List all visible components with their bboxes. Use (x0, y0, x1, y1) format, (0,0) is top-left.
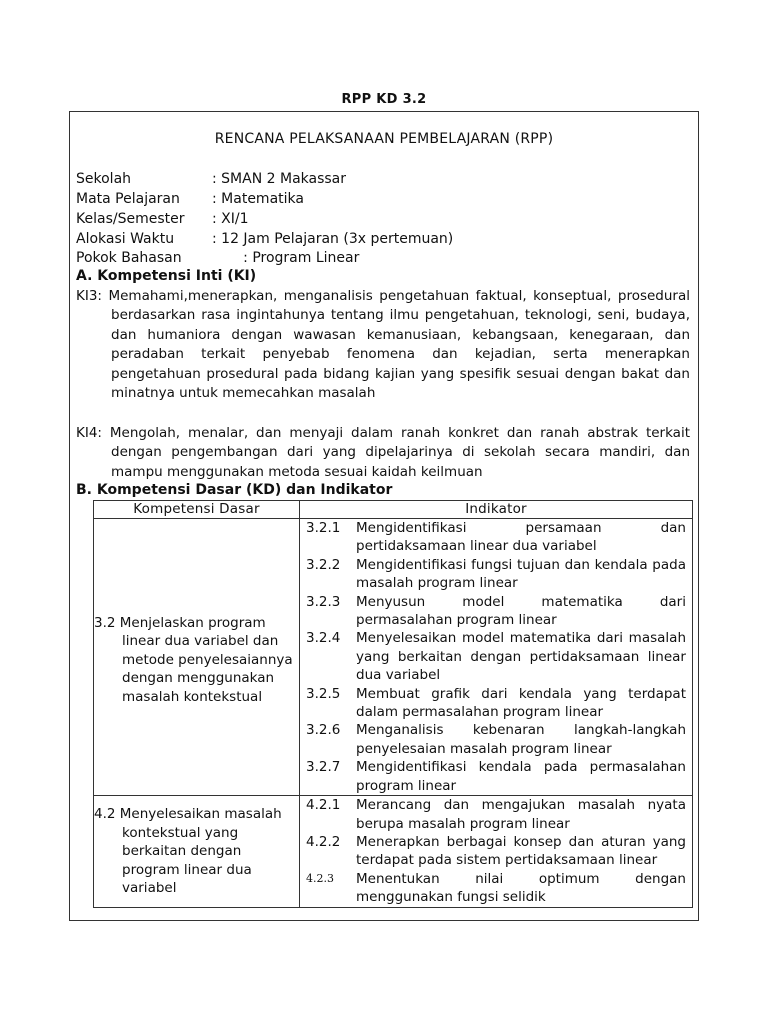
indicator-number: 3.2.7 (306, 759, 341, 776)
header-kd: Kompetensi Dasar (94, 501, 300, 519)
ki3-paragraph: KI3: Memahami,menerapkan, menganalisis pengetahuan faktual, konseptual, prosedural berdasarkan rasa ingintahunya tentang ilmu pengetahuan, teknologi, seni, budaya, dan humaniora dengan wawasan kemanusiaan, kebangsaan, kenegaraan, dan peradaban terkait penyebab fenomena dan kejadian, serta menerapkan pengetahuan prosedural pada bidang kajian yang spesifik sesuai dengan bakat dan minatnya untuk memecahkan masalah (76, 288, 690, 402)
indicator-text: Merancang dan mengajukan masalah nyata berupa masalah program linear (356, 797, 686, 832)
kd-text: 3.2 Menjelaskan program linear dua variabel dan metode penyelesaiannya dengan menggunakan masalah kontekstual (94, 615, 293, 705)
info-label: Sekolah (76, 171, 132, 187)
info-value: : XI/1 (212, 211, 249, 227)
indicator-number: 3.2.3 (306, 593, 341, 610)
indicator-text: Membuat grafik dari kendala yang terdapat dalam permasalahan program linear (356, 685, 686, 721)
indicator-number: 4.2.2 (306, 833, 341, 850)
indicator-number: 3.2.4 (306, 630, 341, 647)
table-row (94, 796, 693, 907)
info-row-class (76, 209, 249, 229)
list-item (300, 758, 692, 795)
page-title: RENCANA PELAKSANAAN PEMBELAJARAN (RPP) (214, 131, 554, 147)
indicator-text: Menganalisis kebenaran langkah-langkah penyelesaian masalah program linear (356, 722, 686, 757)
info-label: Alokasi Waktu (76, 231, 175, 247)
list-item (300, 796, 692, 833)
table-row (94, 519, 693, 796)
list-item (300, 721, 692, 758)
indicator-number: 3.2.6 (306, 722, 341, 739)
info-row-topic (76, 248, 359, 268)
list-item (300, 556, 692, 593)
list-item (300, 685, 692, 722)
section-b-heading: B. Kompetensi Dasar (KD) dan Indikator (76, 482, 393, 498)
info-label: Mata Pelajaran (76, 191, 180, 207)
info-value: : SMAN 2 Makassar (212, 171, 347, 187)
indicator-text: Menentukan nilai optimum dengan menggunakan fungsi selidik (356, 870, 686, 906)
indicator-text: Mengidentifikasi kendala pada permasalahan program linear (356, 759, 686, 794)
kd-indicator-table (93, 500, 693, 908)
indicator-number: 4.2.3 (306, 871, 334, 885)
info-value: : Program Linear (212, 250, 360, 266)
info-row-school (76, 169, 346, 189)
indicator-number: 4.2.1 (306, 797, 341, 814)
indicator-text: Menyusun model matematika dari permasalahan program linear (356, 593, 686, 629)
indicator-text: Menyelesaikan model matematika dari masalah yang berkaitan dengan pertidaksamaan linear dua variabel (356, 630, 686, 684)
indicator-number: 3.2.1 (306, 520, 341, 536)
indicator-cell (300, 519, 693, 796)
ki4-paragraph: KI4: Mengolah, menalar, dan menyaji dalam ranah konkret dan ranah abstrak terkait dengan pengembangan dari yang dipelajarinya di sekolah secara mandiri, dan mampu menggunakan metoda sesuai kaidah keilmuan (76, 425, 690, 480)
indicator-number: 3.2.5 (306, 685, 341, 702)
list-item (300, 519, 692, 556)
indicator-text: Mengidentifikasi persamaan dan pertidaksamaan linear dua variabel (356, 520, 686, 555)
info-label: Pokok Bahasan (76, 250, 182, 266)
indicator-text: Mengidentifikasi fungsi tujuan dan kendala pada masalah program linear (356, 556, 686, 592)
indicator-number: 3.2.2 (306, 556, 341, 573)
list-item (300, 629, 692, 684)
info-row-subject (76, 189, 304, 209)
info-value: : Matematika (212, 191, 304, 207)
kd-cell (94, 519, 300, 796)
table-header-row (94, 501, 693, 519)
list-item (300, 833, 692, 870)
info-value: : 12 Jam Pelajaran (3x pertemuan) (212, 231, 454, 247)
indicator-text: Menerapkan berbagai konsep dan aturan yang terdapat pada sistem pertidaksamaan linear (356, 833, 686, 869)
document-code: RPP KD 3.2 (341, 92, 427, 107)
indicator-cell (300, 796, 693, 907)
info-row-time (76, 229, 453, 249)
list-item (300, 870, 692, 907)
kd-text: 4.2 Menyelesaikan masalah kontekstual yang berkaitan dengan program linear dua variabel (94, 806, 282, 896)
kd-cell (94, 796, 300, 907)
list-item (300, 593, 692, 630)
info-label: Kelas/Semester (76, 211, 185, 227)
section-a-heading: A. Kompetensi Inti (KI) (76, 268, 257, 284)
header-indicator: Indikator (300, 501, 693, 519)
